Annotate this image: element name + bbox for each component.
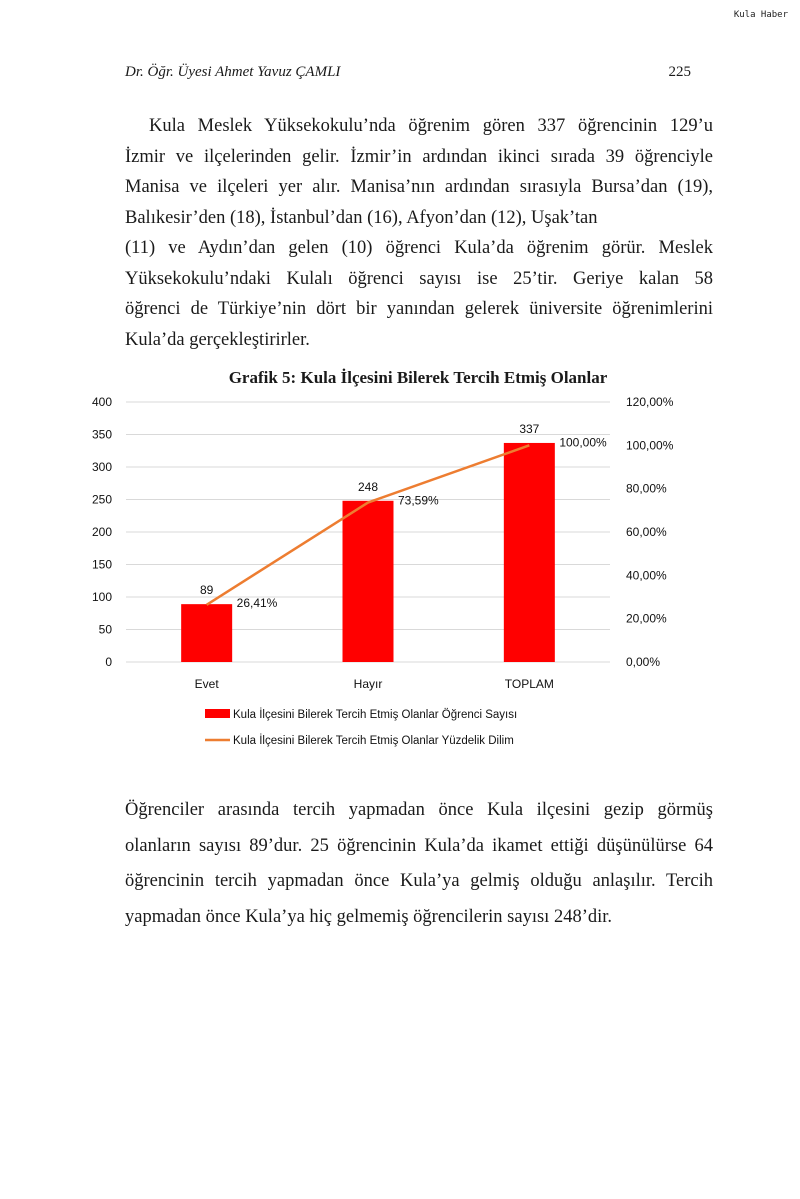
legend-swatch-bar — [205, 709, 230, 718]
y-left-tick-label: 100 — [91, 590, 112, 604]
author-name: Dr. Öğr. Üyesi Ahmet Yavuz ÇAMLI — [125, 64, 341, 80]
line-value-label: 73,59% — [398, 493, 439, 508]
paragraph-line: Manisa ve ilçeleri yer alır. Manisa’nın ardından sırasıyla Bursa’dan (19), — [125, 177, 713, 197]
y-left-tick-label: 50 — [98, 622, 112, 637]
paragraph-line: Balıkesir’den (18), İstanbul’dan (16), Afyon’dan (12), Uşak’tan — [125, 207, 598, 228]
paragraph-line: yapmadan önce Kula’ya hiç gelmemiş öğrencilerin sayısı 248’dir. — [125, 906, 613, 927]
paragraph-1 — [125, 111, 713, 355]
paragraph-line: Yüksekokulu’ndaki Kulalı öğrenci sayısı ise 25’tir. Geriye kalan 58 — [125, 268, 713, 289]
y-right-tick-label: 40,00% — [626, 568, 667, 583]
y-left-tick-label: 150 — [91, 557, 112, 572]
paragraph-line: olanların sayısı 89’dur. 25 öğrencinin Kula’da ikamet ettiği düşünülürse 64 — [125, 835, 713, 856]
paragraph-line: Kula’da gerçekleştirirler. — [125, 329, 310, 350]
paragraph-line: Kula Meslek Yüksekokulu’nda öğrenim gören 337 öğrencinin 129’u — [149, 116, 713, 136]
x-tick-label: TOPLAM — [504, 677, 554, 691]
bar — [504, 443, 555, 662]
bar — [343, 501, 394, 662]
y-left-tick-label: 300 — [91, 460, 112, 474]
paragraph-line: (11) ve Aydın’dan gelen (10) öğrenci Kula’da öğrenim görür. Meslek — [125, 238, 713, 258]
chart — [0, 360, 800, 760]
chart-title: Grafik 5: Kula İlçesini Bilerek Tercih Etmiş Olanlar — [228, 368, 608, 387]
paragraph-line: İzmir ve ilçelerinden gelir. İzmir’in ardından ikinci sırada 39 öğrenciyle — [125, 146, 713, 167]
y-right-tick-label: 100,00% — [626, 438, 674, 453]
y-right-tick-label: 20,00% — [626, 611, 667, 626]
watermark: Kula Haber — [733, 10, 788, 20]
bar-value-label: 89 — [199, 583, 214, 598]
running-head — [125, 64, 691, 81]
x-tick-label: Evet — [194, 677, 219, 691]
y-left-tick-label: 250 — [91, 492, 112, 507]
legend-label: Kula İlçesini Bilerek Tercih Etmiş Olanlar Yüzdelik Dilim — [233, 735, 514, 747]
chart-svg — [0, 360, 800, 760]
page-number: 225 — [668, 64, 691, 80]
y-right-tick-label: 80,00% — [626, 481, 667, 496]
bar — [181, 604, 232, 662]
y-right-tick-label: 0,00% — [626, 655, 661, 669]
y-left-tick-label: 350 — [91, 427, 112, 442]
line-value-label: 100,00% — [559, 435, 607, 450]
y-right-tick-label: 120,00% — [626, 395, 674, 409]
line-value-label: 26,41% — [236, 595, 278, 610]
y-left-tick-label: 200 — [91, 525, 112, 539]
y-left-tick-label: 400 — [91, 395, 112, 409]
paragraph-line: öğrencinin tercih yapmadan önce Kula’ya gelmiş olduğu anlaşılır. Tercih — [125, 871, 713, 891]
paragraph-2 — [125, 793, 713, 935]
y-left-tick-label: 0 — [105, 655, 112, 669]
paragraph-line: öğrenci de Türkiye’nin dört bir yanından gelerek üniversite öğrenimlerini — [125, 299, 713, 319]
bar-value-label: 248 — [357, 479, 379, 494]
paragraph-line: Öğrenciler arasında tercih yapmadan önce Kula ilçesini gezip görmüş — [125, 800, 713, 820]
x-tick-label: Hayır — [353, 677, 383, 691]
y-right-tick-label: 60,00% — [626, 525, 667, 539]
legend-label: Kula İlçesini Bilerek Tercih Etmiş Olanlar Öğrenci Sayısı — [233, 709, 518, 721]
bar-value-label: 337 — [519, 421, 540, 436]
